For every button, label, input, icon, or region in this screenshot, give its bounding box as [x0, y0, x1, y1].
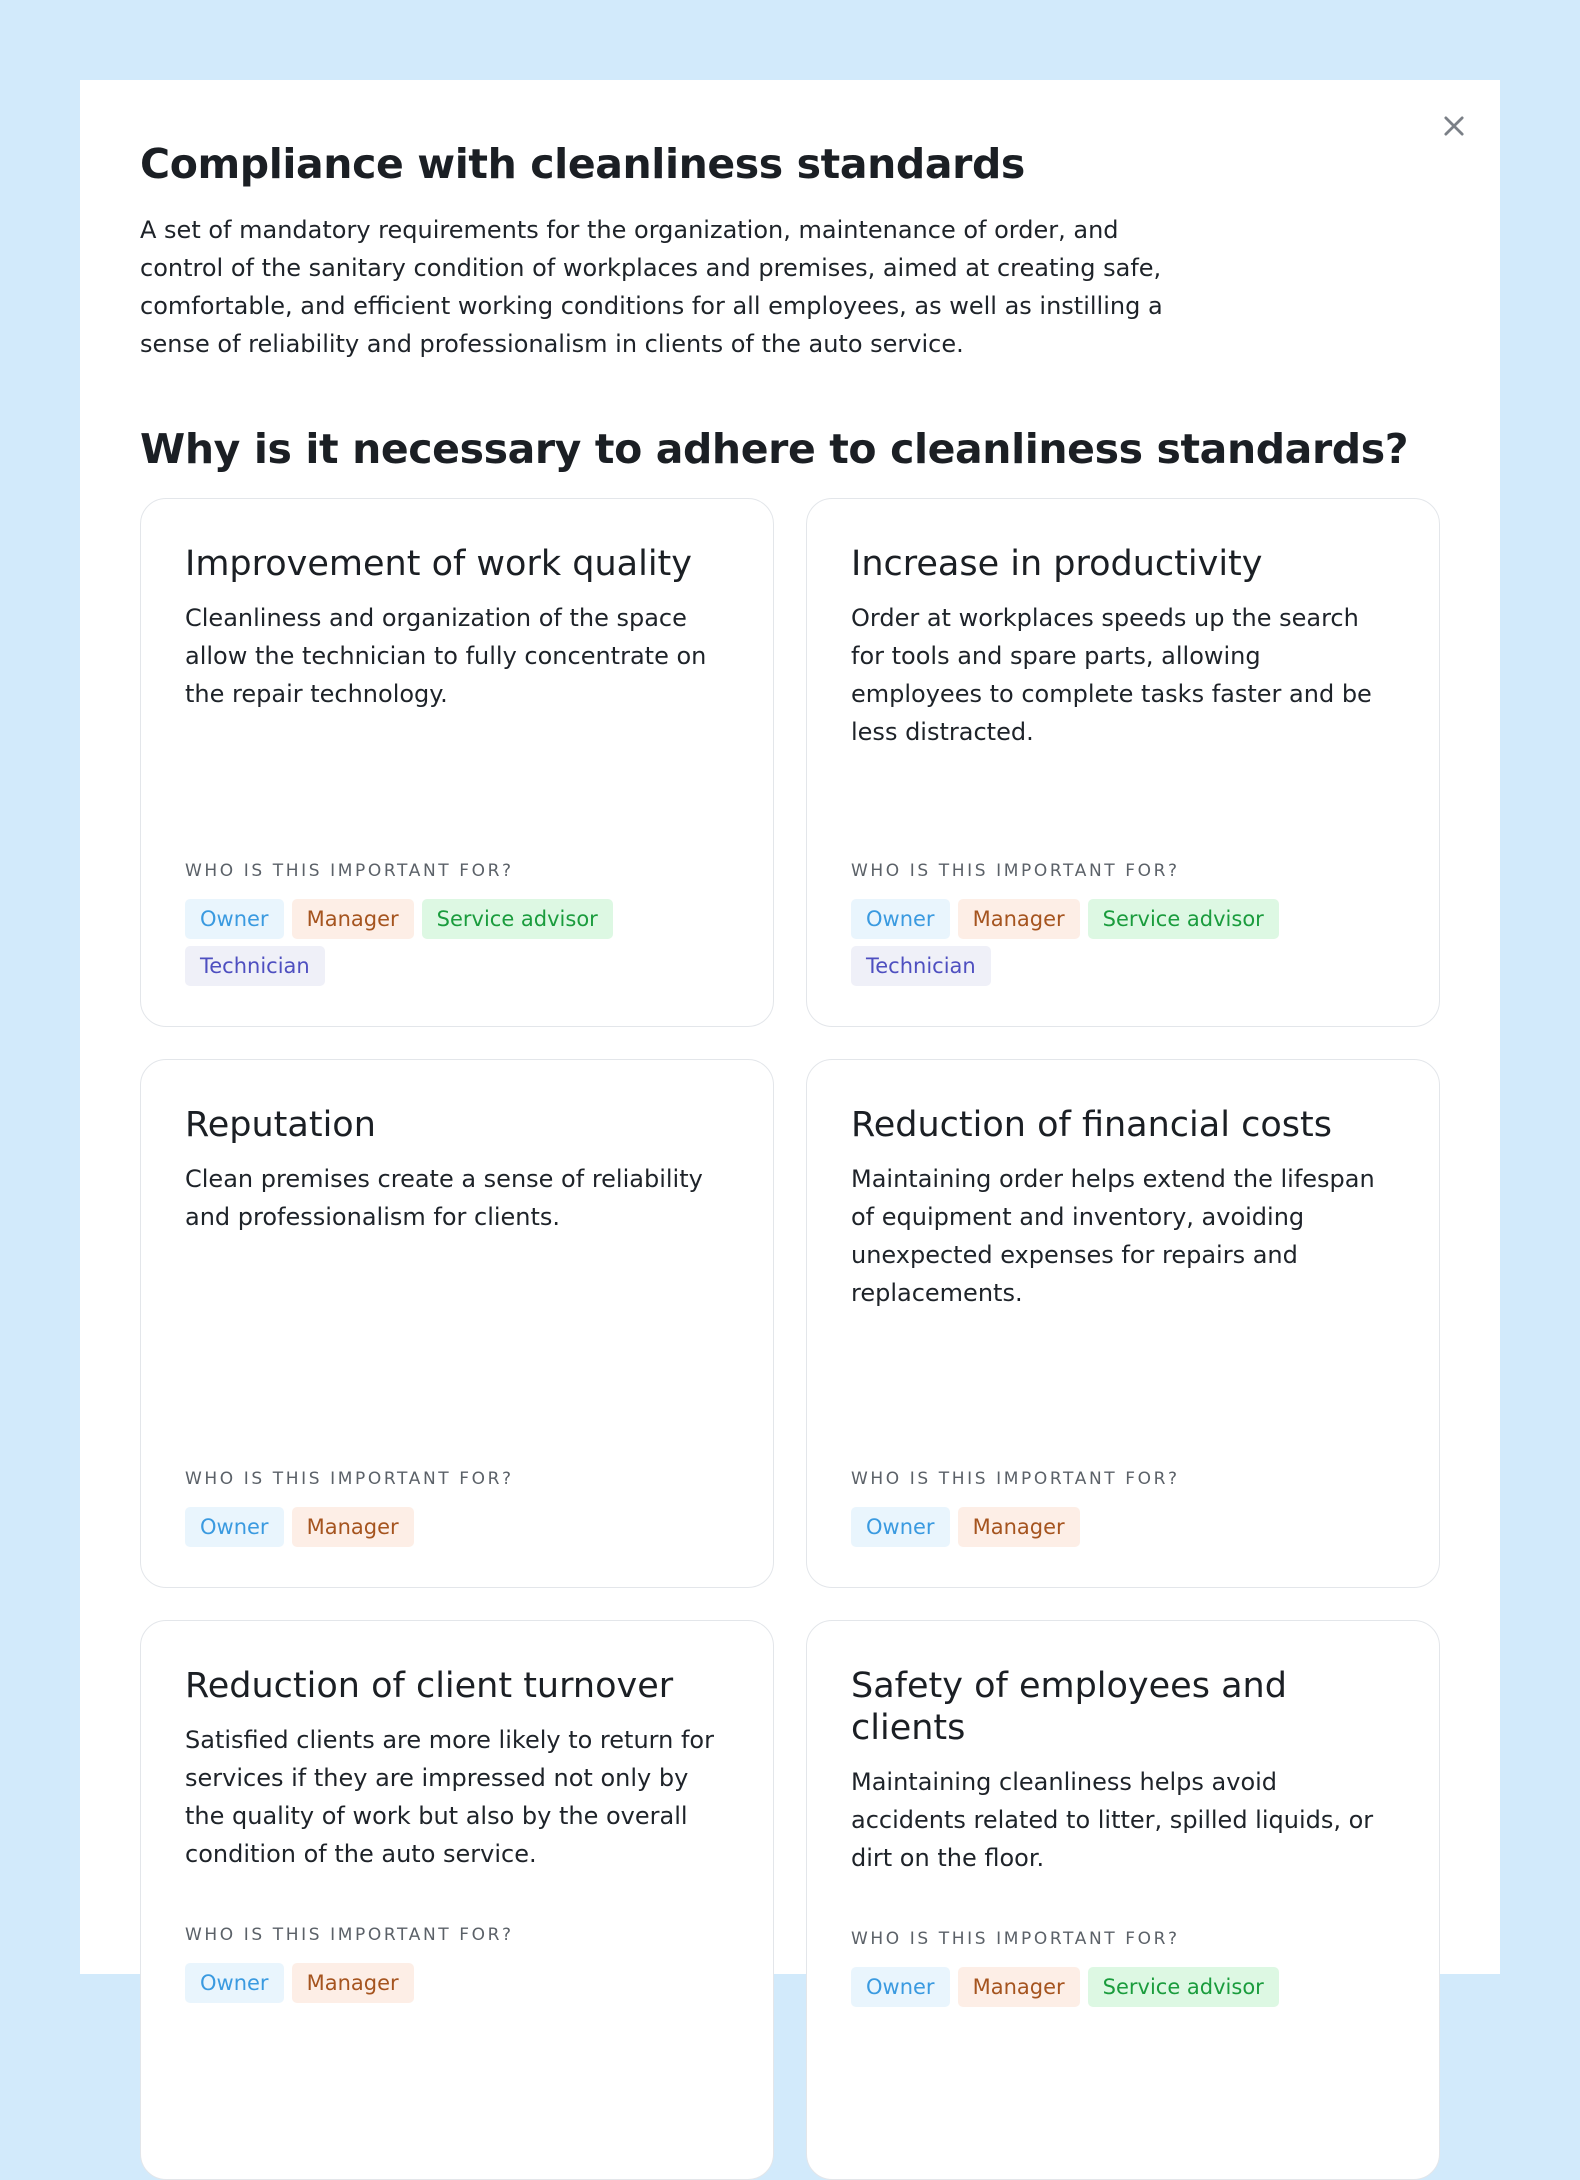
role-tags: [851, 1967, 1331, 2007]
reason-card: [806, 498, 1440, 1027]
role-tags: [185, 899, 665, 986]
tag-manager: Manager: [292, 899, 414, 939]
tag-technician: Technician: [185, 946, 325, 986]
tag-service-advisor: Service advisor: [1088, 899, 1279, 939]
tag-owner: Owner: [185, 1507, 284, 1547]
reasons-grid: [140, 498, 1440, 2180]
card-text: Maintaining order helps extend the lifespan of equipment and inventory, avoiding unexpected expenses for repairs and replacements.: [851, 1165, 1375, 1308]
audience-label: WHO IS THIS IMPORTANT FOR?: [185, 1469, 514, 1490]
card-title: Reduction of financial costs: [851, 1105, 1332, 1146]
tag-owner: Owner: [851, 899, 950, 939]
card-title: Increase in productivity: [851, 544, 1263, 585]
audience-label: WHO IS THIS IMPORTANT FOR?: [185, 861, 514, 882]
card-text: Cleanliness and organization of the space allow the technician to fully concentrate on the repair technology.: [185, 604, 707, 709]
card-text: Order at workplaces speeds up the search for tools and spare parts, allowing employees to complete tasks faster and be less distracted.: [851, 604, 1372, 747]
card-title: Reduction of client turnover: [185, 1666, 674, 1707]
card-title: Improvement of work quality: [185, 544, 692, 585]
tag-manager: Manager: [292, 1507, 414, 1547]
audience-label: WHO IS THIS IMPORTANT FOR?: [185, 1925, 514, 1946]
card-text: Clean premises create a sense of reliability and professionalism for clients.: [185, 1165, 703, 1232]
close-icon: [1440, 112, 1468, 140]
reason-card: [140, 1059, 774, 1588]
tag-technician: Technician: [851, 946, 991, 986]
audience-label: WHO IS THIS IMPORTANT FOR?: [851, 861, 1180, 882]
reason-card: [140, 1620, 774, 2180]
role-tags: [851, 1507, 1331, 1547]
tag-owner: Owner: [851, 1967, 950, 2007]
tag-service-advisor: Service advisor: [1088, 1967, 1279, 2007]
role-tags: [185, 1507, 665, 1547]
audience-label: WHO IS THIS IMPORTANT FOR?: [851, 1469, 1180, 1490]
reason-card: [140, 498, 774, 1027]
tag-manager: Manager: [958, 899, 1080, 939]
audience-label: WHO IS THIS IMPORTANT FOR?: [851, 1929, 1180, 1950]
close-button[interactable]: [1436, 108, 1472, 144]
tag-manager: Manager: [958, 1507, 1080, 1547]
standard-modal: [80, 80, 1500, 2000]
reason-card: [806, 1620, 1440, 2180]
tag-owner: Owner: [851, 1507, 950, 1547]
role-tags: [185, 1963, 665, 2003]
tag-owner: Owner: [185, 1963, 284, 2003]
card-title: Reputation: [185, 1105, 376, 1146]
reason-card: [806, 1059, 1440, 1588]
page-description: A set of mandatory requirements for the organization, maintenance of order, and control of the sanitary condition of workplaces and premises, aimed at creating safe, comfortable, and efficient working conditions for all employees, as well as instilling a sense of reliability and professionalism in clients of the auto service.: [140, 216, 1163, 359]
section-title: Why is it necessary to adhere to cleanliness standards?: [140, 425, 1409, 474]
card-title: Safety of employees and clients: [851, 1666, 1287, 1749]
card-text: Maintaining cleanliness helps avoid accidents related to litter, spilled liquids, or dirt on the floor.: [851, 1768, 1374, 1873]
tag-owner: Owner: [185, 899, 284, 939]
tag-manager: Manager: [292, 1963, 414, 2003]
role-tags: [851, 899, 1331, 986]
card-text: Satisfied clients are more likely to return for services if they are impressed not only by the quality of work but also by the overall condition of the auto service.: [185, 1726, 714, 1869]
page-title: Compliance with cleanliness standards: [140, 140, 1025, 188]
tag-manager: Manager: [958, 1967, 1080, 2007]
tag-service-advisor: Service advisor: [422, 899, 613, 939]
